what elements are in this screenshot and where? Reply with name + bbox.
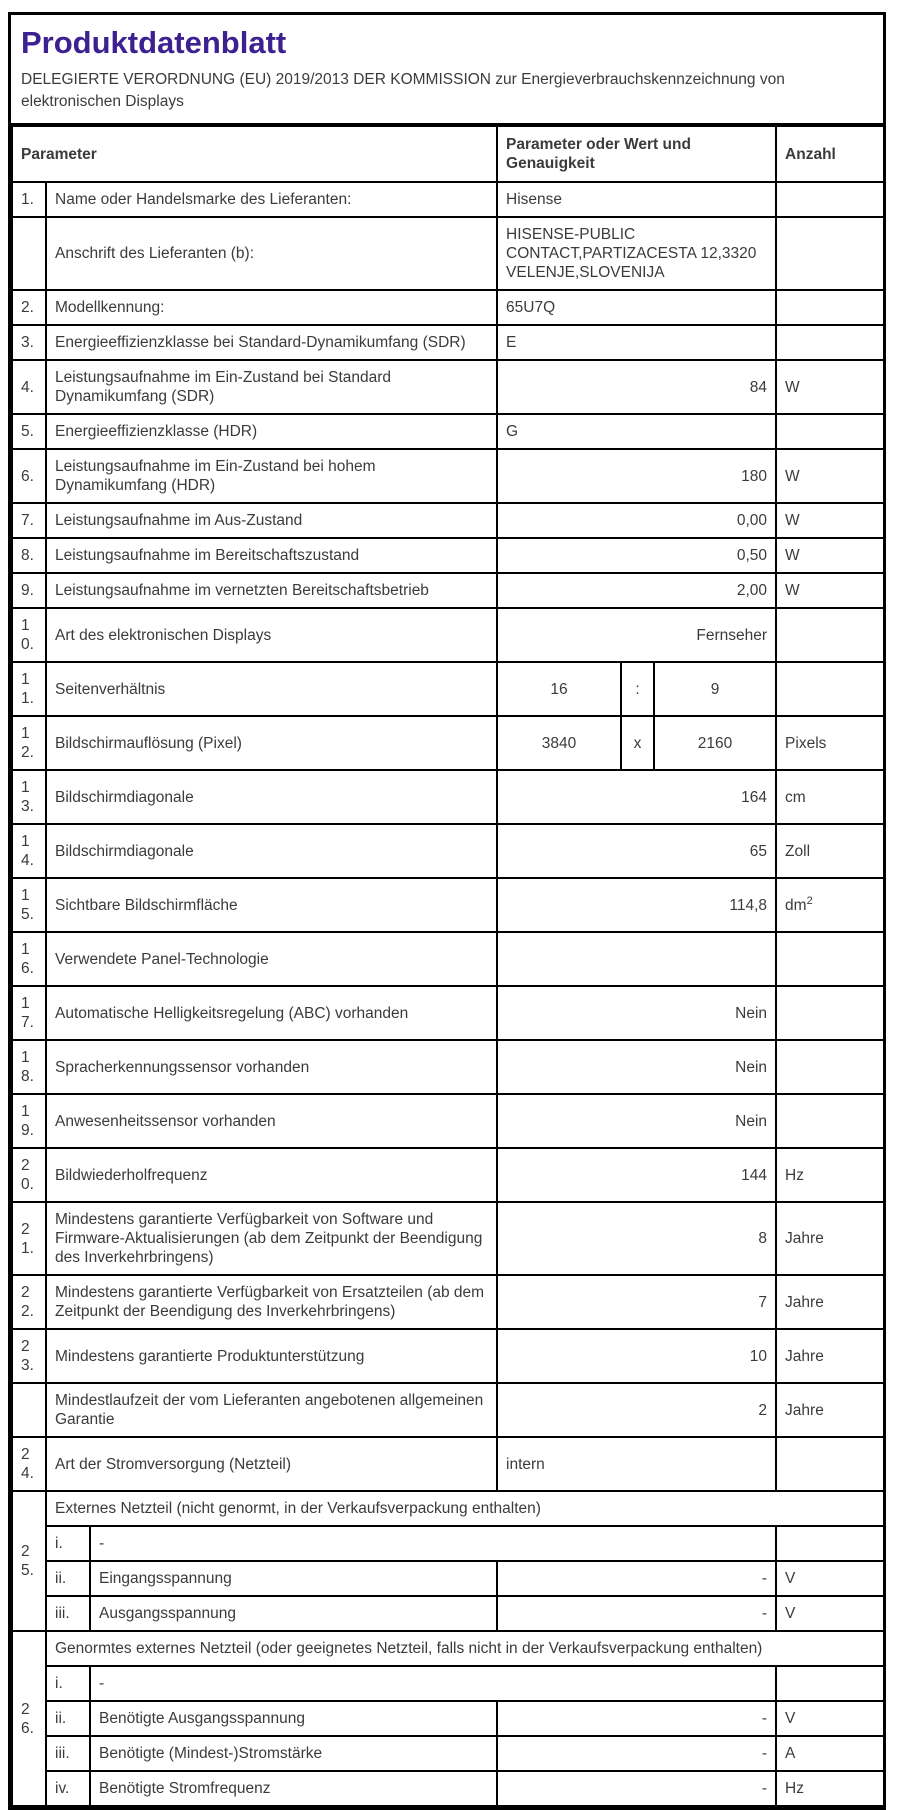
- row-number-cell: 11.: [12, 662, 46, 716]
- unit-cell: [776, 878, 884, 932]
- row-number-cell: 16.: [12, 932, 46, 986]
- row-number-cell: 3.: [12, 325, 46, 360]
- unit-cell: Jahre: [776, 1202, 884, 1275]
- table-row: [12, 824, 884, 878]
- table-row: [12, 1631, 884, 1666]
- parameter-label-cell: Verwendete Panel-Technologie: [46, 932, 497, 986]
- unit-cell: [776, 182, 884, 217]
- value-cell: -: [497, 1771, 776, 1806]
- value-cell: 0,00: [497, 503, 776, 538]
- parameter-label-cell: Bildschirmdiagonale: [46, 770, 497, 824]
- unit-cell: [776, 414, 884, 449]
- unit-cell: [776, 986, 884, 1040]
- unit-cell: Hz: [776, 1771, 884, 1806]
- parameter-label-cell: Spracherkennungssensor vorhanden: [46, 1040, 497, 1094]
- parameter-label-cell: Anwesenheitssensor vorhanden: [46, 1094, 497, 1148]
- value-cell: 84: [497, 360, 776, 414]
- parameter-label-cell: Benötigte (Mindest-)Stromstärke: [90, 1736, 497, 1771]
- value-cell: -: [497, 1596, 776, 1631]
- parameter-label-cell: Leistungsaufnahme im Ein-Zustand bei hohem Dynamikumfang (HDR): [46, 449, 497, 503]
- row-number-cell: 5.: [12, 414, 46, 449]
- parameter-label-cell: Leistungsaufnahme im Ein-Zustand bei Standard Dynamikumfang (SDR): [46, 360, 497, 414]
- value-cell-first: 3840: [497, 716, 621, 770]
- parameter-label-cell: Sichtbare Bildschirmfläche: [46, 878, 497, 932]
- page-title: Produktdatenblatt: [21, 25, 287, 60]
- separator-cell: x: [621, 716, 654, 770]
- row-number-cell: 9.: [12, 573, 46, 608]
- row-number-cell: 17.: [12, 986, 46, 1040]
- value-cell: 114,8: [497, 878, 776, 932]
- unit-cell: Jahre: [776, 1383, 884, 1437]
- value-cell: 8: [497, 1202, 776, 1275]
- value-cell: 144: [497, 1148, 776, 1202]
- unit-cell: [776, 290, 884, 325]
- table-row: [12, 182, 884, 217]
- table-row: [12, 290, 884, 325]
- row-number-cell: 1.: [12, 182, 46, 217]
- unit-cell: A: [776, 1736, 884, 1771]
- value-cell: 164: [497, 770, 776, 824]
- value-cell: 7: [497, 1275, 776, 1329]
- unit-cell: [776, 932, 884, 986]
- sub-number-cell: i.: [46, 1666, 90, 1701]
- row-number-cell: 4.: [12, 360, 46, 414]
- value-cell: 0,50: [497, 538, 776, 573]
- unit-cell: W: [776, 538, 884, 573]
- value-cell-second: 2160: [654, 716, 776, 770]
- parameter-label-cell: Benötigte Stromfrequenz: [90, 1771, 497, 1806]
- unit-cell: cm: [776, 770, 884, 824]
- table-row: [12, 449, 884, 503]
- table-row: [12, 1736, 884, 1771]
- parameter-label-cell: Art des elektronischen Displays: [46, 608, 497, 662]
- parameter-label-cell: Modellkennung:: [46, 290, 497, 325]
- row-number-cell: 12.: [12, 716, 46, 770]
- value-cell: 65U7Q: [497, 290, 776, 325]
- parameter-label-cell: Bildschirmdiagonale: [46, 824, 497, 878]
- header-unit: Anzahl: [776, 126, 884, 182]
- row-number-cell: 7.: [12, 503, 46, 538]
- row-number-cell: 15.: [12, 878, 46, 932]
- table-row: [12, 1094, 884, 1148]
- datasheet-table: [11, 125, 885, 1807]
- unit-cell: W: [776, 360, 884, 414]
- row-number-cell: 8.: [12, 538, 46, 573]
- unit-cell: [776, 1526, 884, 1561]
- value-cell: Nein: [497, 1094, 776, 1148]
- parameter-label-cell: Benötigte Ausgangsspannung: [90, 1701, 497, 1736]
- table-row: [12, 1329, 884, 1383]
- parameter-label-cell: Bildschirmauflösung (Pixel): [46, 716, 497, 770]
- value-cell: intern: [497, 1437, 776, 1491]
- regulation-subtitle: DELEGIERTE VERORDNUNG (EU) 2019/2013 DER KOMMISSION zur Energieverbrauchskennzeichnung von elektronischen Displays: [21, 71, 785, 110]
- table-row: [12, 1596, 884, 1631]
- unit-cell: [776, 325, 884, 360]
- table-row: [12, 1437, 884, 1491]
- row-number-cell: 10.: [12, 608, 46, 662]
- unit-cell: Zoll: [776, 824, 884, 878]
- table-row: [12, 1275, 884, 1329]
- table-row: [12, 573, 884, 608]
- parameter-label-cell: Leistungsaufnahme im vernetzten Bereitschaftsbetrieb: [46, 573, 497, 608]
- table-row: [12, 1383, 884, 1437]
- unit-cell: V: [776, 1561, 884, 1596]
- unit-cell: Hz: [776, 1148, 884, 1202]
- value-cell: Nein: [497, 1040, 776, 1094]
- unit-cell: Pixels: [776, 716, 884, 770]
- row-number-cell: 6.: [12, 449, 46, 503]
- separator-cell: :: [621, 662, 654, 716]
- table-header-row: [12, 126, 884, 182]
- table-row: [12, 1561, 884, 1596]
- unit-cell: [776, 1040, 884, 1094]
- value-cell: 180: [497, 449, 776, 503]
- parameter-label-cell: Leistungsaufnahme im Aus-Zustand: [46, 503, 497, 538]
- unit-cell: [776, 608, 884, 662]
- header-value: Parameter oder Wert und Genauigkeit: [497, 126, 776, 182]
- table-row: [12, 1771, 884, 1806]
- value-cell: -: [497, 1701, 776, 1736]
- unit-cell: W: [776, 503, 884, 538]
- row-number-cell: 18.: [12, 1040, 46, 1094]
- sub-number-cell: ii.: [46, 1701, 90, 1736]
- row-number-cell: 2.: [12, 290, 46, 325]
- table-row: [12, 414, 884, 449]
- parameter-label-cell: Energieeffizienzklasse (HDR): [46, 414, 497, 449]
- value-cell: [497, 932, 776, 986]
- unit-cell: W: [776, 449, 884, 503]
- parameter-label-cell: Ausgangsspannung: [90, 1596, 497, 1631]
- table-row: [12, 503, 884, 538]
- parameter-label-cell: Bildwiederholfrequenz: [46, 1148, 497, 1202]
- unit-cell: Jahre: [776, 1275, 884, 1329]
- row-number-cell: 19.: [12, 1094, 46, 1148]
- row-number-cell: 22.: [12, 1275, 46, 1329]
- value-cell: 10: [497, 1329, 776, 1383]
- value-cell: Hisense: [497, 182, 776, 217]
- parameter-label-cell: Seitenverhältnis: [46, 662, 497, 716]
- table-row: [12, 217, 884, 290]
- unit-cell: [776, 1094, 884, 1148]
- value-cell: -: [497, 1561, 776, 1596]
- parameter-label-cell: Mindestens garantierte Produktunterstützung: [46, 1329, 497, 1383]
- parameter-label-cell: -: [90, 1666, 776, 1701]
- table-row: [12, 878, 884, 932]
- table-row: [12, 1526, 884, 1561]
- parameter-label-cell: Energieeffizienzklasse bei Standard-Dynamikumfang (SDR): [46, 325, 497, 360]
- header-parameter: Parameter: [12, 126, 497, 182]
- sub-number-cell: ii.: [46, 1561, 90, 1596]
- section-label-cell: Externes Netzteil (nicht genormt, in der Verkaufsverpackung enthalten): [46, 1491, 884, 1526]
- row-number-cell: 24.: [12, 1437, 46, 1491]
- parameter-label-cell: Art der Stromversorgung (Netzteil): [46, 1437, 497, 1491]
- parameter-label-cell: Name oder Handelsmarke des Lieferanten:: [46, 182, 497, 217]
- table-row: [12, 1666, 884, 1701]
- sub-number-cell: iii.: [46, 1736, 90, 1771]
- parameter-label-cell: Anschrift des Lieferanten (b):: [46, 217, 497, 290]
- row-number-cell: 13.: [12, 770, 46, 824]
- unit-superscript: 2: [806, 894, 813, 907]
- row-number-cell: 23.: [12, 1329, 46, 1383]
- row-number-cell: 20.: [12, 1148, 46, 1202]
- parameter-label-cell: Mindestens garantierte Verfügbarkeit von Ersatzteilen (ab dem Zeitpunkt der Beendigung des Inverkehrbringens): [46, 1275, 497, 1329]
- unit-cell: [776, 217, 884, 290]
- table-row: [12, 986, 884, 1040]
- row-number-cell: 26.: [12, 1631, 46, 1806]
- value-cell: 2: [497, 1383, 776, 1437]
- value-cell: G: [497, 414, 776, 449]
- title-block: [11, 15, 883, 125]
- value-cell-second: 9: [654, 662, 776, 716]
- unit-cell: W: [776, 573, 884, 608]
- value-cell: E: [497, 325, 776, 360]
- value-cell: 2,00: [497, 573, 776, 608]
- value-cell: Nein: [497, 986, 776, 1040]
- value-cell: -: [497, 1736, 776, 1771]
- row-number-cell: [12, 1383, 46, 1437]
- row-number-cell: 25.: [12, 1491, 46, 1631]
- table-row: [12, 608, 884, 662]
- unit-cell: [776, 1666, 884, 1701]
- table-row: [12, 1491, 884, 1526]
- value-cell: Fernseher: [497, 608, 776, 662]
- table-row: [12, 360, 884, 414]
- sub-number-cell: iv.: [46, 1771, 90, 1806]
- value-cell: HISENSE-PUBLIC CONTACT,PARTIZACESTA 12,3320 VELENJE,SLOVENIJA: [497, 217, 776, 290]
- table-row: [12, 1701, 884, 1736]
- table-row: [12, 1148, 884, 1202]
- table-row: [12, 1040, 884, 1094]
- table-row: [12, 538, 884, 573]
- parameter-label-cell: Eingangsspannung: [90, 1561, 497, 1596]
- table-row: [12, 325, 884, 360]
- table-row: [12, 770, 884, 824]
- parameter-label-cell: Leistungsaufnahme im Bereitschaftszustand: [46, 538, 497, 573]
- unit-cell: V: [776, 1701, 884, 1736]
- row-number-cell: 21.: [12, 1202, 46, 1275]
- parameter-label-cell: Mindestlaufzeit der vom Lieferanten angebotenen allgemeinen Garantie: [46, 1383, 497, 1437]
- unit-cell: Jahre: [776, 1329, 884, 1383]
- table-row: [12, 932, 884, 986]
- parameter-label-cell: -: [90, 1526, 776, 1561]
- row-number-cell: 14.: [12, 824, 46, 878]
- row-number-cell: [12, 217, 46, 290]
- unit-cell: [776, 662, 884, 716]
- parameter-label-cell: Automatische Helligkeitsregelung (ABC) vorhanden: [46, 986, 497, 1040]
- datasheet-body: [12, 182, 884, 1806]
- value-cell: 65: [497, 824, 776, 878]
- sub-number-cell: iii.: [46, 1596, 90, 1631]
- unit-base: dm: [785, 896, 807, 914]
- unit-cell: V: [776, 1596, 884, 1631]
- unit-cell: [776, 1437, 884, 1491]
- product-datasheet: [8, 12, 886, 1810]
- table-row: [12, 662, 884, 716]
- sub-number-cell: i.: [46, 1526, 90, 1561]
- parameter-label-cell: Mindestens garantierte Verfügbarkeit von Software und Firmware-Aktualisierungen (ab dem Zeitpunkt der Beendigung des Inverkehrbringens): [46, 1202, 497, 1275]
- section-label-cell: Genormtes externes Netzteil (oder geeignetes Netzteil, falls nicht in der Verkaufsverpackung enthalten): [46, 1631, 884, 1666]
- table-row: [12, 1202, 884, 1275]
- table-row: [12, 716, 884, 770]
- value-cell-first: 16: [497, 662, 621, 716]
